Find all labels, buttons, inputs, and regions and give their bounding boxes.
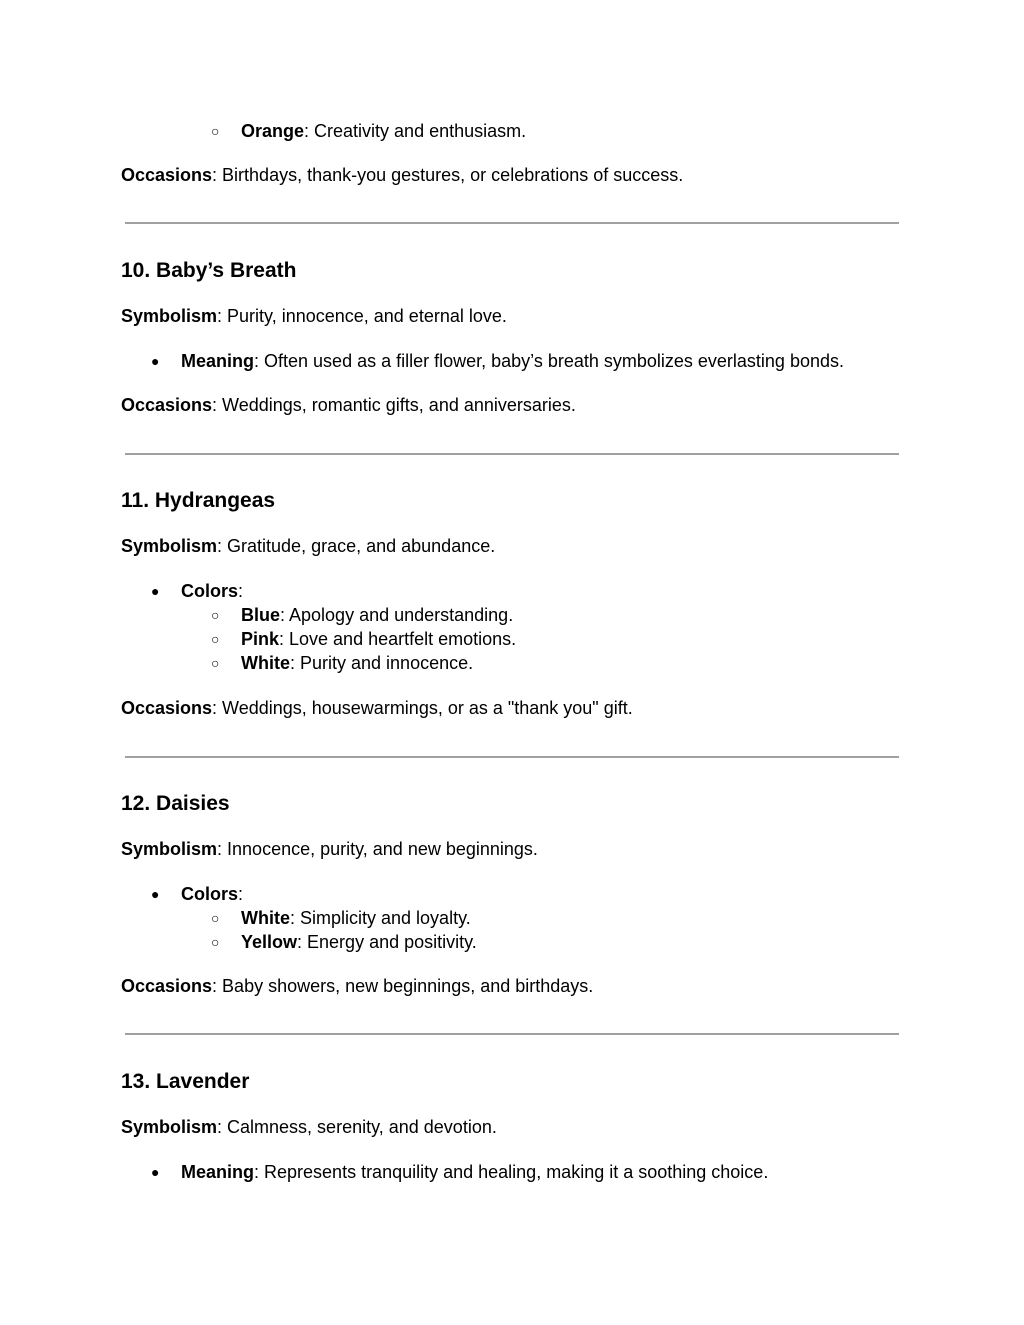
meaning-label: Meaning [181,351,255,371]
filled-bullet-icon: ● [151,1164,160,1180]
symbolism-text: : Gratitude, grace, and abundance. [217,536,496,556]
occasions-text: : Birthdays, thank-you gestures, or celebrations of success. [212,165,684,185]
color-description: : Love and heartfelt emotions. [279,629,517,649]
section-heading-lavender: 13. Lavender [121,1070,250,1093]
color-item-orange [241,122,526,140]
colors-line [181,885,243,903]
symbolism-line [121,307,507,325]
filled-bullet-icon: ● [151,886,160,902]
occasions-line [121,166,683,184]
symbolism-label: Symbolism [121,536,218,556]
occasions-text: : Weddings, housewarmings, or as a "thank you" gift. [212,698,633,718]
meaning-line [181,352,844,370]
section-divider [125,1033,899,1035]
color-item [241,909,471,927]
color-description: : Apology and understanding. [280,605,514,625]
color-label: Blue [241,605,281,625]
occasions-line [121,396,576,414]
section-heading-daisies: 12. Daisies [121,792,230,815]
color-label: Yellow [241,932,298,952]
hollow-bullet-icon: ○ [211,910,220,926]
section-divider [125,756,899,758]
colors-label: Colors [181,884,239,904]
section-heading-hydrangeas: 11. Hydrangeas [121,489,276,512]
color-description: : Purity and innocence. [290,653,474,673]
symbolism-text: : Purity, innocence, and eternal love. [217,306,507,326]
hollow-bullet-icon: ○ [211,655,220,671]
filled-bullet-icon: ● [151,583,160,599]
occasions-text: : Baby showers, new beginnings, and birthdays. [212,976,594,996]
colors-suffix: : [238,581,244,601]
meaning-label: Meaning [181,1162,255,1182]
occasions-line [121,977,593,995]
color-description: : Simplicity and loyalty. [290,908,471,928]
colors-suffix: : [238,884,244,904]
meaning-text: : Often used as a filler flower, baby’s breath symbolizes everlasting bonds. [254,351,844,371]
color-item [241,606,513,624]
occasions-label: Occasions [121,698,213,718]
symbolism-line [121,537,495,555]
color-label: White [241,908,290,928]
color-label: Orange [241,121,305,141]
symbolism-line [121,840,538,858]
colors-line [181,582,243,600]
filled-bullet-icon: ● [151,353,160,369]
color-item [241,654,473,672]
hollow-bullet-icon: ○ [211,934,220,950]
meaning-line [181,1163,768,1181]
color-description: : Creativity and enthusiasm. [304,121,527,141]
occasions-label: Occasions [121,976,213,996]
symbolism-text: : Calmness, serenity, and devotion. [217,1117,497,1137]
hollow-bullet-icon: ○ [211,631,220,647]
hollow-bullet-icon: ○ [211,607,220,623]
symbolism-label: Symbolism [121,306,218,326]
color-label: White [241,653,290,673]
section-heading-babys-breath: 10. Baby’s Breath [121,259,297,282]
meaning-text: : Represents tranquility and healing, making it a soothing choice. [254,1162,769,1182]
color-item [241,933,477,951]
occasions-line [121,699,633,717]
occasions-label: Occasions [121,165,213,185]
color-description: : Energy and positivity. [297,932,477,952]
section-divider [125,222,899,224]
symbolism-text: : Innocence, purity, and new beginnings. [217,839,538,859]
occasions-text: : Weddings, romantic gifts, and anniversaries. [212,395,576,415]
symbolism-label: Symbolism [121,839,218,859]
symbolism-line [121,1118,497,1136]
colors-label: Colors [181,581,239,601]
section-divider [125,453,899,455]
hollow-bullet-icon: ○ [211,123,220,139]
symbolism-label: Symbolism [121,1117,218,1137]
color-label: Pink [241,629,280,649]
occasions-label: Occasions [121,395,213,415]
color-item [241,630,516,648]
